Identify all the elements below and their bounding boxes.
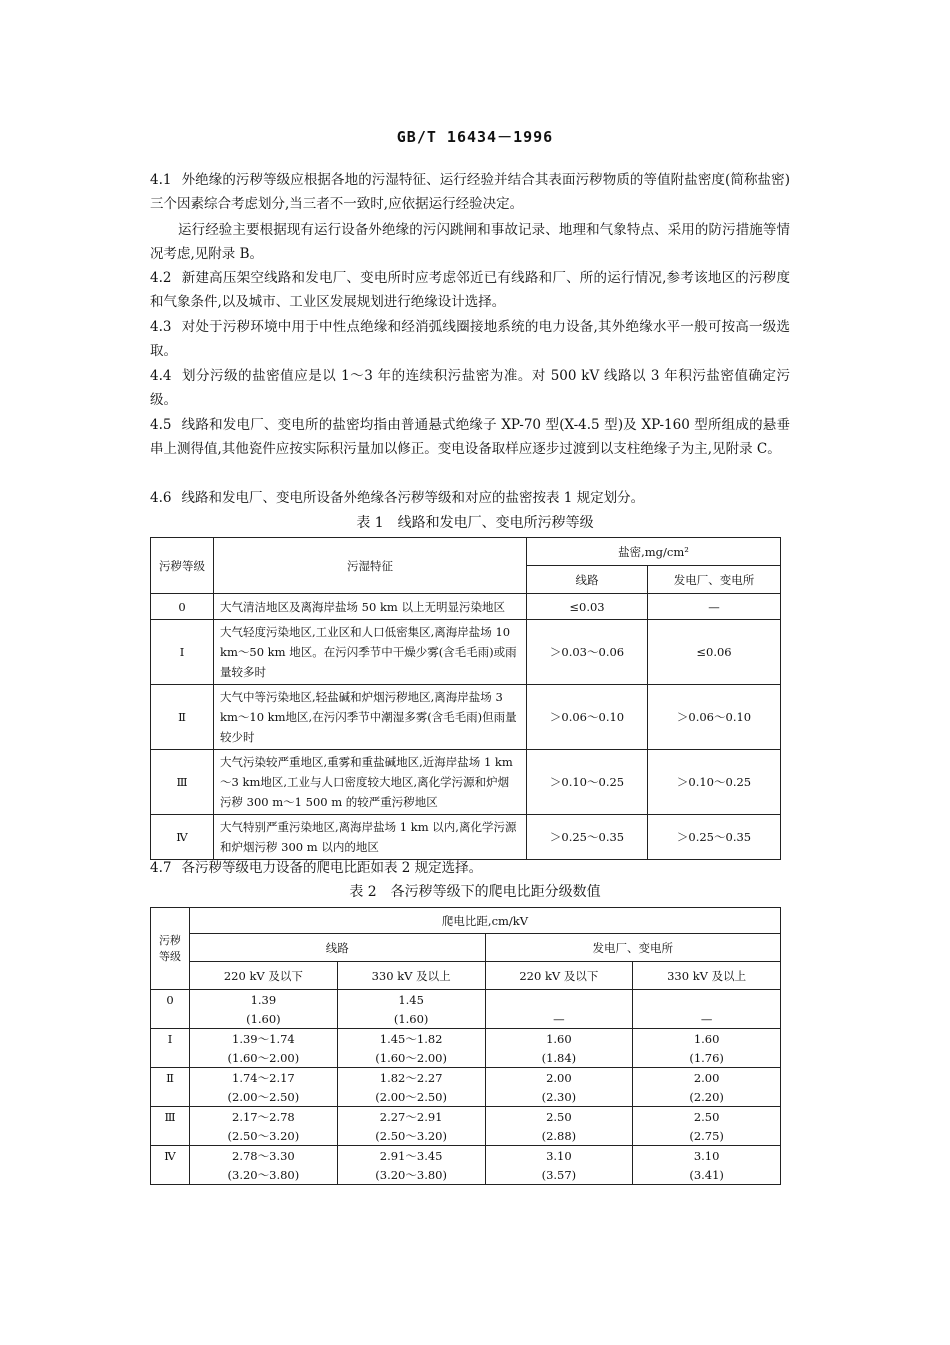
col-header-line: 线路	[190, 934, 486, 962]
value-cell: 1.39	[190, 990, 338, 1010]
value-cell: (1.84)	[485, 1048, 633, 1068]
line-cell: ＞0.25～0.35	[527, 815, 648, 860]
value-cell: (2.75)	[633, 1126, 781, 1146]
table-row	[151, 1126, 781, 1146]
table-row	[151, 1068, 781, 1088]
clause-number: 4.1	[150, 172, 172, 188]
table-row	[151, 1009, 781, 1029]
value-cell: 3.10	[633, 1146, 781, 1166]
plant-cell: ＞0.25～0.35	[648, 815, 781, 860]
value-cell: 2.50	[633, 1107, 781, 1127]
clause-text: 各污秽等级电力设备的爬电比距如表 2 规定选择。	[181, 860, 483, 876]
value-cell: (2.50～3.20)	[337, 1126, 485, 1146]
col-header-line-330: 330 kV 及以上	[337, 962, 485, 990]
table-row	[151, 1048, 781, 1068]
table-row	[151, 815, 781, 860]
table-row	[151, 1107, 781, 1127]
col-header-plant-330: 330 kV 及以上	[633, 962, 781, 990]
col-header-salt: 盐密,mg/cm²	[527, 538, 781, 566]
line-cell: ≤0.03	[527, 594, 648, 620]
value-cell	[633, 990, 781, 1010]
grade-cell: Ⅳ	[151, 1146, 190, 1166]
value-cell: (3.57)	[485, 1165, 633, 1185]
value-cell: —	[485, 1009, 633, 1029]
clause-number: 4.3	[150, 319, 172, 335]
table-2-caption: 表 2 各污秽等级下的爬电比距分级数值	[349, 884, 601, 900]
clause-text: 划分污级的盐密值应是以 1～3 年的连续积污盐密为准。对 500 kV 线路以 3 年积污盐密值确定污级。	[150, 368, 790, 408]
value-cell: (2.88)	[485, 1126, 633, 1146]
page-header: GB/T 16434－1996	[396, 128, 554, 146]
clause-text: 对处于污秽环境中用于中性点绝缘和经消弧线圈接地系统的电力设备,其外绝缘水平一般可按高一级选取。	[150, 319, 790, 359]
clause-text: 线路和发电厂、变电所设备外绝缘各污秽等级和对应的盐密按表 1 规定划分。	[181, 490, 645, 506]
col-header-line: 线路	[527, 566, 648, 594]
value-cell: (3.20～3.80)	[337, 1165, 485, 1185]
grade-cell: 0	[151, 594, 214, 620]
feature-cell: 大气特别严重污染地区,离海岸盐场 1 km 以内,离化学污源和炉烟污秽 300 m 以内的地区	[214, 815, 527, 860]
value-cell: 2.17～2.78	[190, 1107, 338, 1127]
value-cell: (2.00～2.50)	[337, 1087, 485, 1107]
table-row	[151, 1146, 781, 1166]
table-row	[151, 1087, 781, 1107]
feature-cell: 大气中等污染地区,轻盐碱和炉烟污秽地区,离海岸盐场 3 km～10 km地区,在污闪季节中潮湿多雾(含毛毛雨)但雨量较少时	[214, 685, 527, 750]
table-row	[151, 1165, 781, 1185]
plant-cell: ≤0.06	[648, 620, 781, 685]
col-header-grade: 污秽等级	[151, 538, 214, 594]
value-cell: 2.00	[633, 1068, 781, 1088]
clause-4-5	[150, 413, 790, 461]
clause-number: 4.5	[150, 417, 172, 433]
value-cell: (1.60～2.00)	[337, 1048, 485, 1068]
value-cell: 2.91～3.45	[337, 1146, 485, 1166]
value-cell: (1.76)	[633, 1048, 781, 1068]
clause-4-7	[150, 856, 790, 880]
clause-4-1-note: 运行经验主要根据现有运行设备外绝缘的污闪跳闸和事故记录、地理和气象特点、采用的防污措施等情况考虑,见附录 B。	[150, 222, 790, 262]
clause-number: 4.2	[150, 270, 172, 286]
grade-cell: Ⅱ	[151, 685, 214, 750]
value-cell: 2.00	[485, 1068, 633, 1088]
value-cell: 1.74～2.17	[190, 1068, 338, 1088]
value-cell: (3.20～3.80)	[190, 1165, 338, 1185]
table-1-caption: 表 1 线路和发电厂、变电所污秽等级	[356, 515, 594, 531]
col-header-plant: 发电厂、变电所	[648, 566, 781, 594]
table-1	[150, 537, 781, 860]
value-cell	[485, 990, 633, 1010]
value-cell: 1.45～1.82	[337, 1029, 485, 1049]
value-cell: (1.60～2.00)	[190, 1048, 338, 1068]
plant-cell: —	[648, 594, 781, 620]
line-cell: ＞0.06～0.10	[527, 685, 648, 750]
value-cell: 1.45	[337, 990, 485, 1010]
col-header-line-220: 220 kV 及以下	[190, 962, 338, 990]
clause-4-2	[150, 266, 790, 314]
value-cell: (2.00～2.50)	[190, 1087, 338, 1107]
value-cell: (2.30)	[485, 1087, 633, 1107]
value-cell: 2.50	[485, 1107, 633, 1127]
value-cell: (1.60)	[337, 1009, 485, 1029]
clause-4-3	[150, 315, 790, 363]
col-header-plant-220: 220 kV 及以下	[485, 962, 633, 990]
value-cell: —	[633, 1009, 781, 1029]
value-cell: (2.50～3.20)	[190, 1126, 338, 1146]
clause-text: 线路和发电厂、变电所的盐密均指由普通悬式绝缘子 XP-70 型(X-4.5 型)及 XP-160 型所组成的悬垂串上测得值,其他瓷件应按实际积污量加以修正。变电设备取样应逐步过渡到以支柱绝缘子为主,见附录 C。	[150, 417, 790, 457]
col-header-grade: 污秽等级	[151, 908, 190, 990]
clause-number: 4.4	[150, 368, 172, 384]
value-cell: 1.82～2.27	[337, 1068, 485, 1088]
value-cell: 1.60	[633, 1029, 781, 1049]
plant-cell: ＞0.10～0.25	[648, 750, 781, 815]
value-cell: (1.60)	[190, 1009, 338, 1029]
table-row	[151, 620, 781, 685]
line-cell: ＞0.03～0.06	[527, 620, 648, 685]
clause-text: 外绝缘的污秽等级应根据各地的污湿特征、运行经验并结合其表面污秽物质的等值附盐密度(简称盐密)三个因素综合考虑划分,当三者不一致时,应依据运行经验决定。	[150, 172, 790, 212]
line-cell: ＞0.10～0.25	[527, 750, 648, 815]
table-row	[151, 594, 781, 620]
value-cell: 2.27～2.91	[337, 1107, 485, 1127]
clause-text: 新建高压架空线路和发电厂、变电所时应考虑邻近已有线路和厂、所的运行情况,参考该地区的污秽度和气象条件,以及城市、工业区发展规划进行绝缘设计选择。	[150, 270, 790, 310]
grade-cell: Ⅱ	[151, 1068, 190, 1088]
value-cell: (2.20)	[633, 1087, 781, 1107]
value-cell: 1.60	[485, 1029, 633, 1049]
grade-cell: Ⅲ	[151, 1107, 190, 1127]
value-cell: 3.10	[485, 1146, 633, 1166]
table-row	[151, 685, 781, 750]
grade-cell: Ⅲ	[151, 750, 214, 815]
value-cell: 1.39～1.74	[190, 1029, 338, 1049]
col-header-plant: 发电厂、变电所	[485, 934, 781, 962]
value-cell: 2.78～3.30	[190, 1146, 338, 1166]
feature-cell: 大气清洁地区及离海岸盐场 50 km 以上无明显污染地区	[214, 594, 527, 620]
grade-cell: Ⅰ	[151, 1029, 190, 1049]
table-row	[151, 750, 781, 815]
plant-cell: ＞0.06～0.10	[648, 685, 781, 750]
feature-cell: 大气污染较严重地区,重雾和重盐碱地区,近海岸盐场 1 km～3 km地区,工业与人口密度较大地区,离化学污源和炉烟污秽 300 m～1 500 m 的较严重污秽地区	[214, 750, 527, 815]
grade-cell: Ⅳ	[151, 815, 214, 860]
clause-4-4	[150, 364, 790, 412]
clause-4-6	[150, 486, 790, 510]
clause-number: 4.6	[150, 490, 172, 506]
table-2	[150, 907, 781, 1185]
clause-4-1	[150, 168, 790, 216]
col-header-creep: 爬电比距,cm/kV	[190, 908, 781, 934]
value-cell: (3.41)	[633, 1165, 781, 1185]
feature-cell: 大气轻度污染地区,工业区和人口低密集区,离海岸盐场 10 km～50 km 地区。在污闪季节中干燥少雾(含毛毛雨)或雨量较多时	[214, 620, 527, 685]
clause-number: 4.7	[150, 860, 172, 876]
grade-cell: 0	[151, 990, 190, 1010]
col-header-feature: 污湿特征	[214, 538, 527, 594]
grade-cell: Ⅰ	[151, 620, 214, 685]
table-row	[151, 1029, 781, 1049]
table-row	[151, 990, 781, 1010]
